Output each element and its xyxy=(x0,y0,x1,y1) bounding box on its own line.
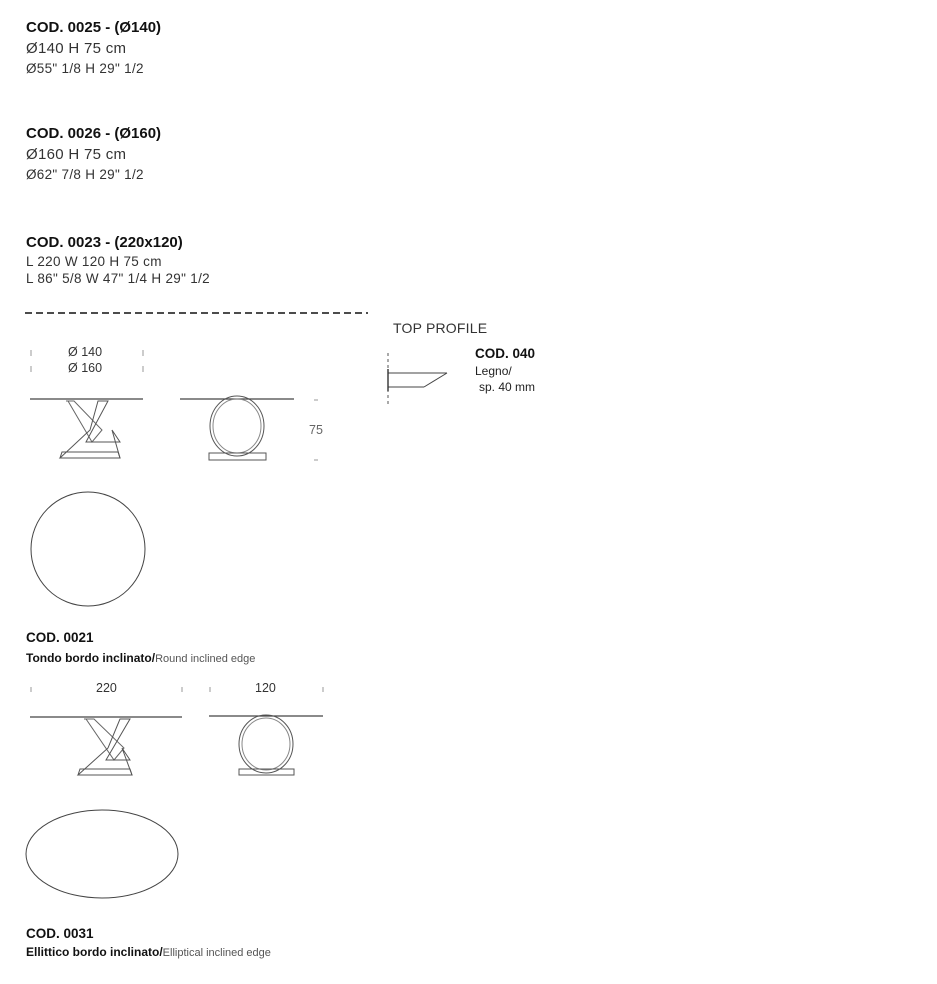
round-table-side-view xyxy=(180,396,294,460)
ell-dim-width: 120 xyxy=(255,681,276,695)
height-label: 75 xyxy=(309,423,323,437)
elliptical-table-front-view xyxy=(30,717,182,775)
spec-0026-code: COD. 0026 - (Ø160) xyxy=(26,125,162,142)
dim-label-140: Ø 140 xyxy=(68,345,103,359)
spec-0023-imperial: L 86" 5/8 W 47" 1/4 H 29" 1/2 xyxy=(26,271,210,286)
elliptical-table-side-view xyxy=(209,715,323,775)
spec-0025-imperial: Ø55" 1/8 H 29" 1/2 xyxy=(26,61,144,76)
spec-0025-metric: Ø140 H 75 cm xyxy=(26,40,127,57)
ell-dim-length: 220 xyxy=(96,681,117,695)
top-profile-material: Legno/ xyxy=(475,364,512,378)
round-top-code: COD. 0021 xyxy=(26,630,94,645)
round-top-description xyxy=(26,649,255,667)
dim-label-160: Ø 160 xyxy=(68,361,103,375)
top-profile-heading: TOP PROFILE xyxy=(393,320,488,336)
top-profile-drawing xyxy=(388,353,447,405)
elliptical-top-code: COD. 0031 xyxy=(26,926,94,941)
elliptical-top-view xyxy=(26,810,178,898)
top-profile-code: COD. 040 xyxy=(475,346,536,361)
elliptical-top-description xyxy=(26,943,271,961)
spec-0026-imperial: Ø62" 7/8 H 29" 1/2 xyxy=(26,167,144,182)
top-profile-thickness: sp. 40 mm xyxy=(479,380,536,394)
spec-0026-metric: Ø160 H 75 cm xyxy=(26,146,127,163)
round-top-desc-en: Round inclined edge xyxy=(155,653,256,665)
round-top-view xyxy=(31,492,145,606)
elliptical-top-desc-en: Elliptical inclined edge xyxy=(162,947,271,959)
round-table-front-view xyxy=(30,399,143,458)
elliptical-top-desc-it: Ellittico bordo inclinato/ xyxy=(26,945,163,959)
spec-0023-metric: L 220 W 120 H 75 cm xyxy=(26,254,162,269)
spec-0025-code: COD. 0025 - (Ø140) xyxy=(26,19,162,36)
round-top-desc-it: Tondo bordo inclinato/ xyxy=(26,651,156,665)
spec-0023-code: COD. 0023 - (220x120) xyxy=(26,234,183,251)
